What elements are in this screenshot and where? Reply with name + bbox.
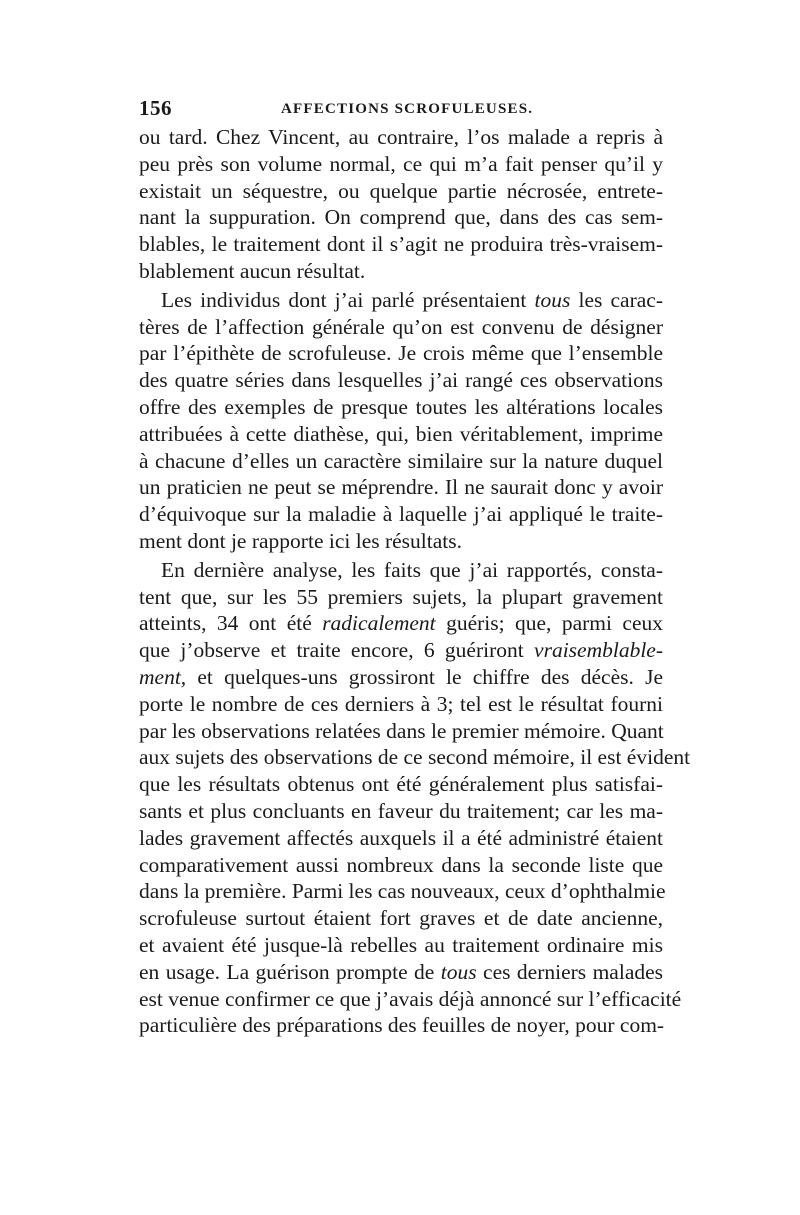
text-line: attribuées à cette diathèse, qui, bien véritablement, imprime bbox=[139, 421, 663, 446]
text-line: par l’épithète de scrofuleuse. Je crois même que l’ensemble bbox=[139, 341, 663, 366]
text-run: et quelques-uns grossiront le chiffre des décès. Je bbox=[197, 664, 663, 689]
text-line: ou tard. Chez Vincent, au contraire, l’os malade a repris à bbox=[139, 125, 663, 149]
page-number: 156 bbox=[139, 96, 172, 120]
text-line: tent que, sur les 55 premiers sujets, la plupart gravement bbox=[139, 584, 663, 609]
italic-run: tous bbox=[534, 287, 571, 312]
text-line: nant la suppuration. On comprend que, dans des cas sem- bbox=[139, 205, 663, 230]
text-line: d’équivoque sur la maladie à laquelle j’ai appliqué le traite- bbox=[139, 502, 663, 527]
text-line: à chacune d’elles un caractère similaire sur la nature duquel bbox=[139, 448, 663, 473]
text-line bbox=[139, 637, 663, 664]
text-line: des quatre séries dans lesquelles j’ai rangé ces observations bbox=[139, 368, 663, 393]
text-line bbox=[139, 610, 663, 637]
text-run: les carac- bbox=[578, 287, 663, 312]
running-head: AFFECTIONS SCROFULEUSES. bbox=[281, 101, 534, 117]
text-line bbox=[139, 959, 663, 986]
text-line: comparativement aussi nombreux dans la seconde liste que bbox=[139, 852, 663, 877]
text-line: ment dont je rapporte ici les résultats. bbox=[139, 528, 463, 553]
text-run: en usage. La guérison prompte de bbox=[139, 959, 435, 984]
text-line bbox=[139, 287, 663, 314]
text-line: En dernière analyse, les faits que j’ai rapportés, consta- bbox=[161, 557, 663, 582]
body-text bbox=[139, 124, 691, 1039]
text-run: guéris; que, parmi ceux bbox=[446, 611, 663, 636]
italic-run: ment, bbox=[139, 664, 187, 689]
text-line: et avaient été jusque-là rebelles au traitement ordinaire mis bbox=[139, 932, 663, 957]
text-line: par les observations relatées dans le premier mémoire. Quant bbox=[139, 718, 664, 743]
text-line: peu près son volume normal, ce qui m’a fait penser qu’il y bbox=[139, 151, 663, 176]
text-line: scrofuleuse surtout étaient fort graves et de date ancienne, bbox=[139, 906, 663, 931]
text-line: aux sujets des observations de ce second mémoire, il est évident bbox=[139, 745, 691, 770]
text-run: Les individus dont j’ai parlé présentaient bbox=[161, 287, 527, 312]
text-line: blables, le traitement dont il s’agit ne produira très-vraisem- bbox=[139, 232, 663, 257]
italic-run: radicalement bbox=[322, 611, 436, 636]
text-run: que j’observe et traite encore, 6 guériront bbox=[139, 638, 524, 663]
text-line: tères de l’affection générale qu’on est convenu de désigner bbox=[139, 314, 663, 339]
text-line: existait un séquestre, ou quelque partie nécrosée, entrete- bbox=[139, 178, 663, 203]
italic-run: vraisemblable- bbox=[534, 638, 663, 663]
text-line: particulière des préparations des feuilles de noyer, pour com- bbox=[139, 1013, 665, 1038]
page-header bbox=[139, 96, 663, 124]
text-line: sants et plus concluants en faveur du traitement; car les ma- bbox=[139, 798, 663, 823]
text-line: porte le nombre de ces derniers à 3; tel est le résultat fourni bbox=[139, 691, 663, 716]
text-line: offre des exemples de presque toutes les altérations locales bbox=[139, 394, 663, 419]
text-line: que les résultats obtenus ont été généralement plus satisfai- bbox=[139, 772, 663, 797]
text-line: un praticien ne peut se méprendre. Il ne saurait donc y avoir bbox=[139, 475, 663, 500]
text-line: lades gravement affectés auxquels il a été administré étaient bbox=[139, 825, 663, 850]
text-run: ces derniers malades bbox=[483, 959, 664, 984]
text-line: blablement aucun résultat. bbox=[139, 258, 366, 283]
text-line bbox=[139, 664, 663, 691]
italic-run: tous bbox=[440, 959, 477, 984]
text-run: atteints, 34 ont été bbox=[139, 611, 312, 636]
text-line: dans la première. Parmi les cas nouveaux, ceux d’ophthalmie bbox=[139, 879, 666, 904]
text-line: est venue confirmer ce que j’avais déjà annoncé sur l’efficacité bbox=[139, 986, 682, 1011]
